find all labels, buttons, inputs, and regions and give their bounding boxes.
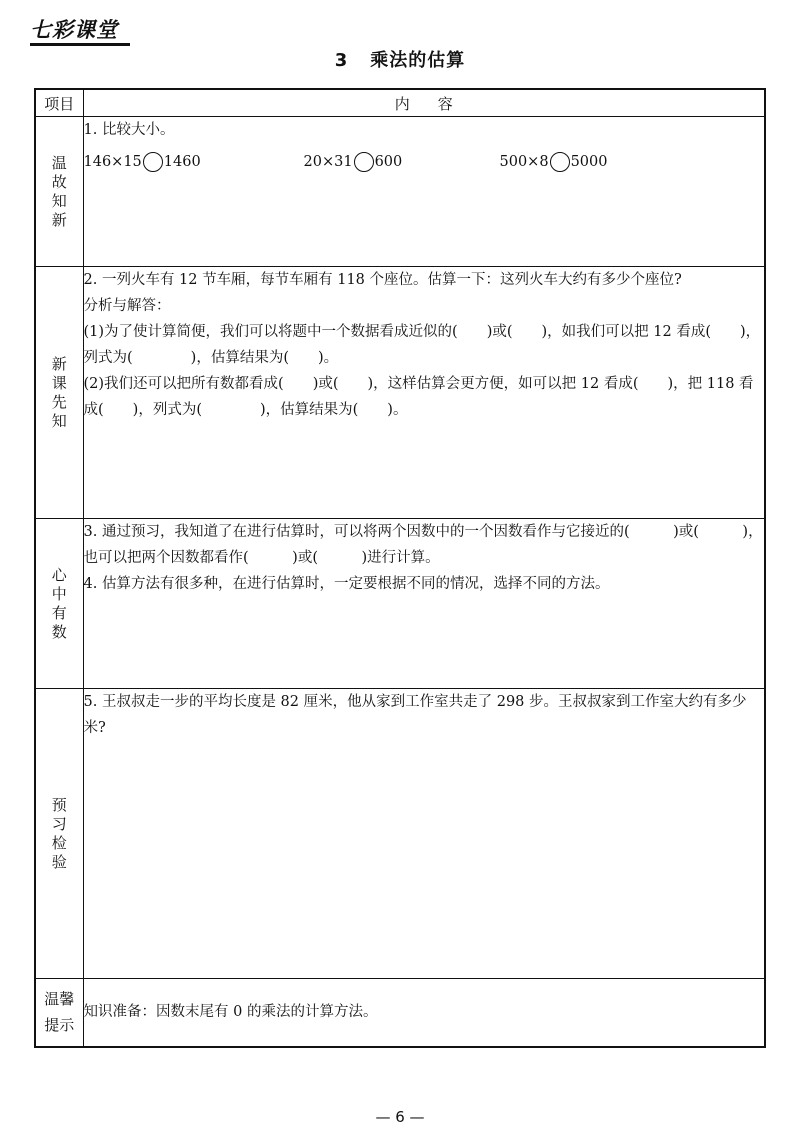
comparison-list (84, 149, 765, 175)
worksheet-table (34, 88, 766, 1048)
question-5: 5. 王叔叔走一步的平均长度是 82 厘米，他从家到工作室共走了 298 步。王叔叔家到工作室大约有多少米? (83, 694, 747, 736)
row-label-tip: 温馨提示 (35, 979, 83, 1047)
answer-circle[interactable] (550, 152, 570, 172)
table-row (35, 117, 765, 267)
publisher-logo: 七彩课堂 (30, 18, 118, 42)
analysis-title: 分析与解答： (83, 298, 171, 314)
table-row (35, 689, 765, 979)
table-header-row (35, 89, 765, 117)
row-content-new-lesson (83, 267, 765, 519)
question-2: 2. 一列火车有 12 节车厢，每节车厢有 118 个座位。估算一下：这列火车大约有多少个座位? (83, 272, 682, 288)
answer-circle[interactable] (143, 152, 163, 172)
row-label-new-lesson: 新课先知 (35, 267, 83, 519)
comparison-item: 20×31 600 (303, 154, 403, 170)
row-content-summary (83, 519, 765, 689)
row-label-review: 温故知新 (35, 117, 83, 267)
question-1: 1. 比较大小。 (83, 122, 175, 138)
row-content-check (83, 689, 765, 979)
row-label-summary: 心中有数 (35, 519, 83, 689)
page-title (0, 46, 800, 72)
row-content-review (83, 117, 765, 267)
question-4: 4. 估算方法有很多种，在进行估算时，一定要根据不同的情况，选择不同的方法。 (83, 576, 610, 592)
row-content-tip (83, 979, 765, 1047)
table-row (35, 979, 765, 1047)
table-row (35, 267, 765, 519)
column-header-content: 内容 (83, 89, 765, 117)
column-header-item: 项目 (35, 89, 83, 117)
analysis-part-2: (2)我们还可以把所有数都看成( )或( )，这样估算会更方便，如可以把 12 看成( )，把 118 看成( )，列式为( )，估算结果为( )。 (83, 376, 754, 418)
comparison-item: 146×15 1460 (83, 154, 201, 170)
question-3: 3. 通过预习，我知道了在进行估算时，可以将两个因数中的一个因数看作与它接近的( )或( )，也可以把两个因数都看作( )或( )进行计算。 (83, 524, 763, 566)
comparison-item: 500×8 5000 (499, 154, 608, 170)
section-number: 3 (334, 50, 349, 71)
section-title: 乘法的估算 (370, 50, 466, 71)
analysis-part-1: (1)为了使计算简便，我们可以将题中一个数据看成近似的( )或( )，如我们可以把 12 看成( )，列式为( )，估算结果为( )。 (83, 324, 761, 366)
row-label-check: 预习检验 (35, 689, 83, 979)
answer-circle[interactable] (354, 152, 374, 172)
table-row (35, 519, 765, 689)
tip-text: 知识准备：因数末尾有 0 的乘法的计算方法。 (83, 1004, 378, 1021)
page-number: — 6 — (375, 1108, 425, 1126)
